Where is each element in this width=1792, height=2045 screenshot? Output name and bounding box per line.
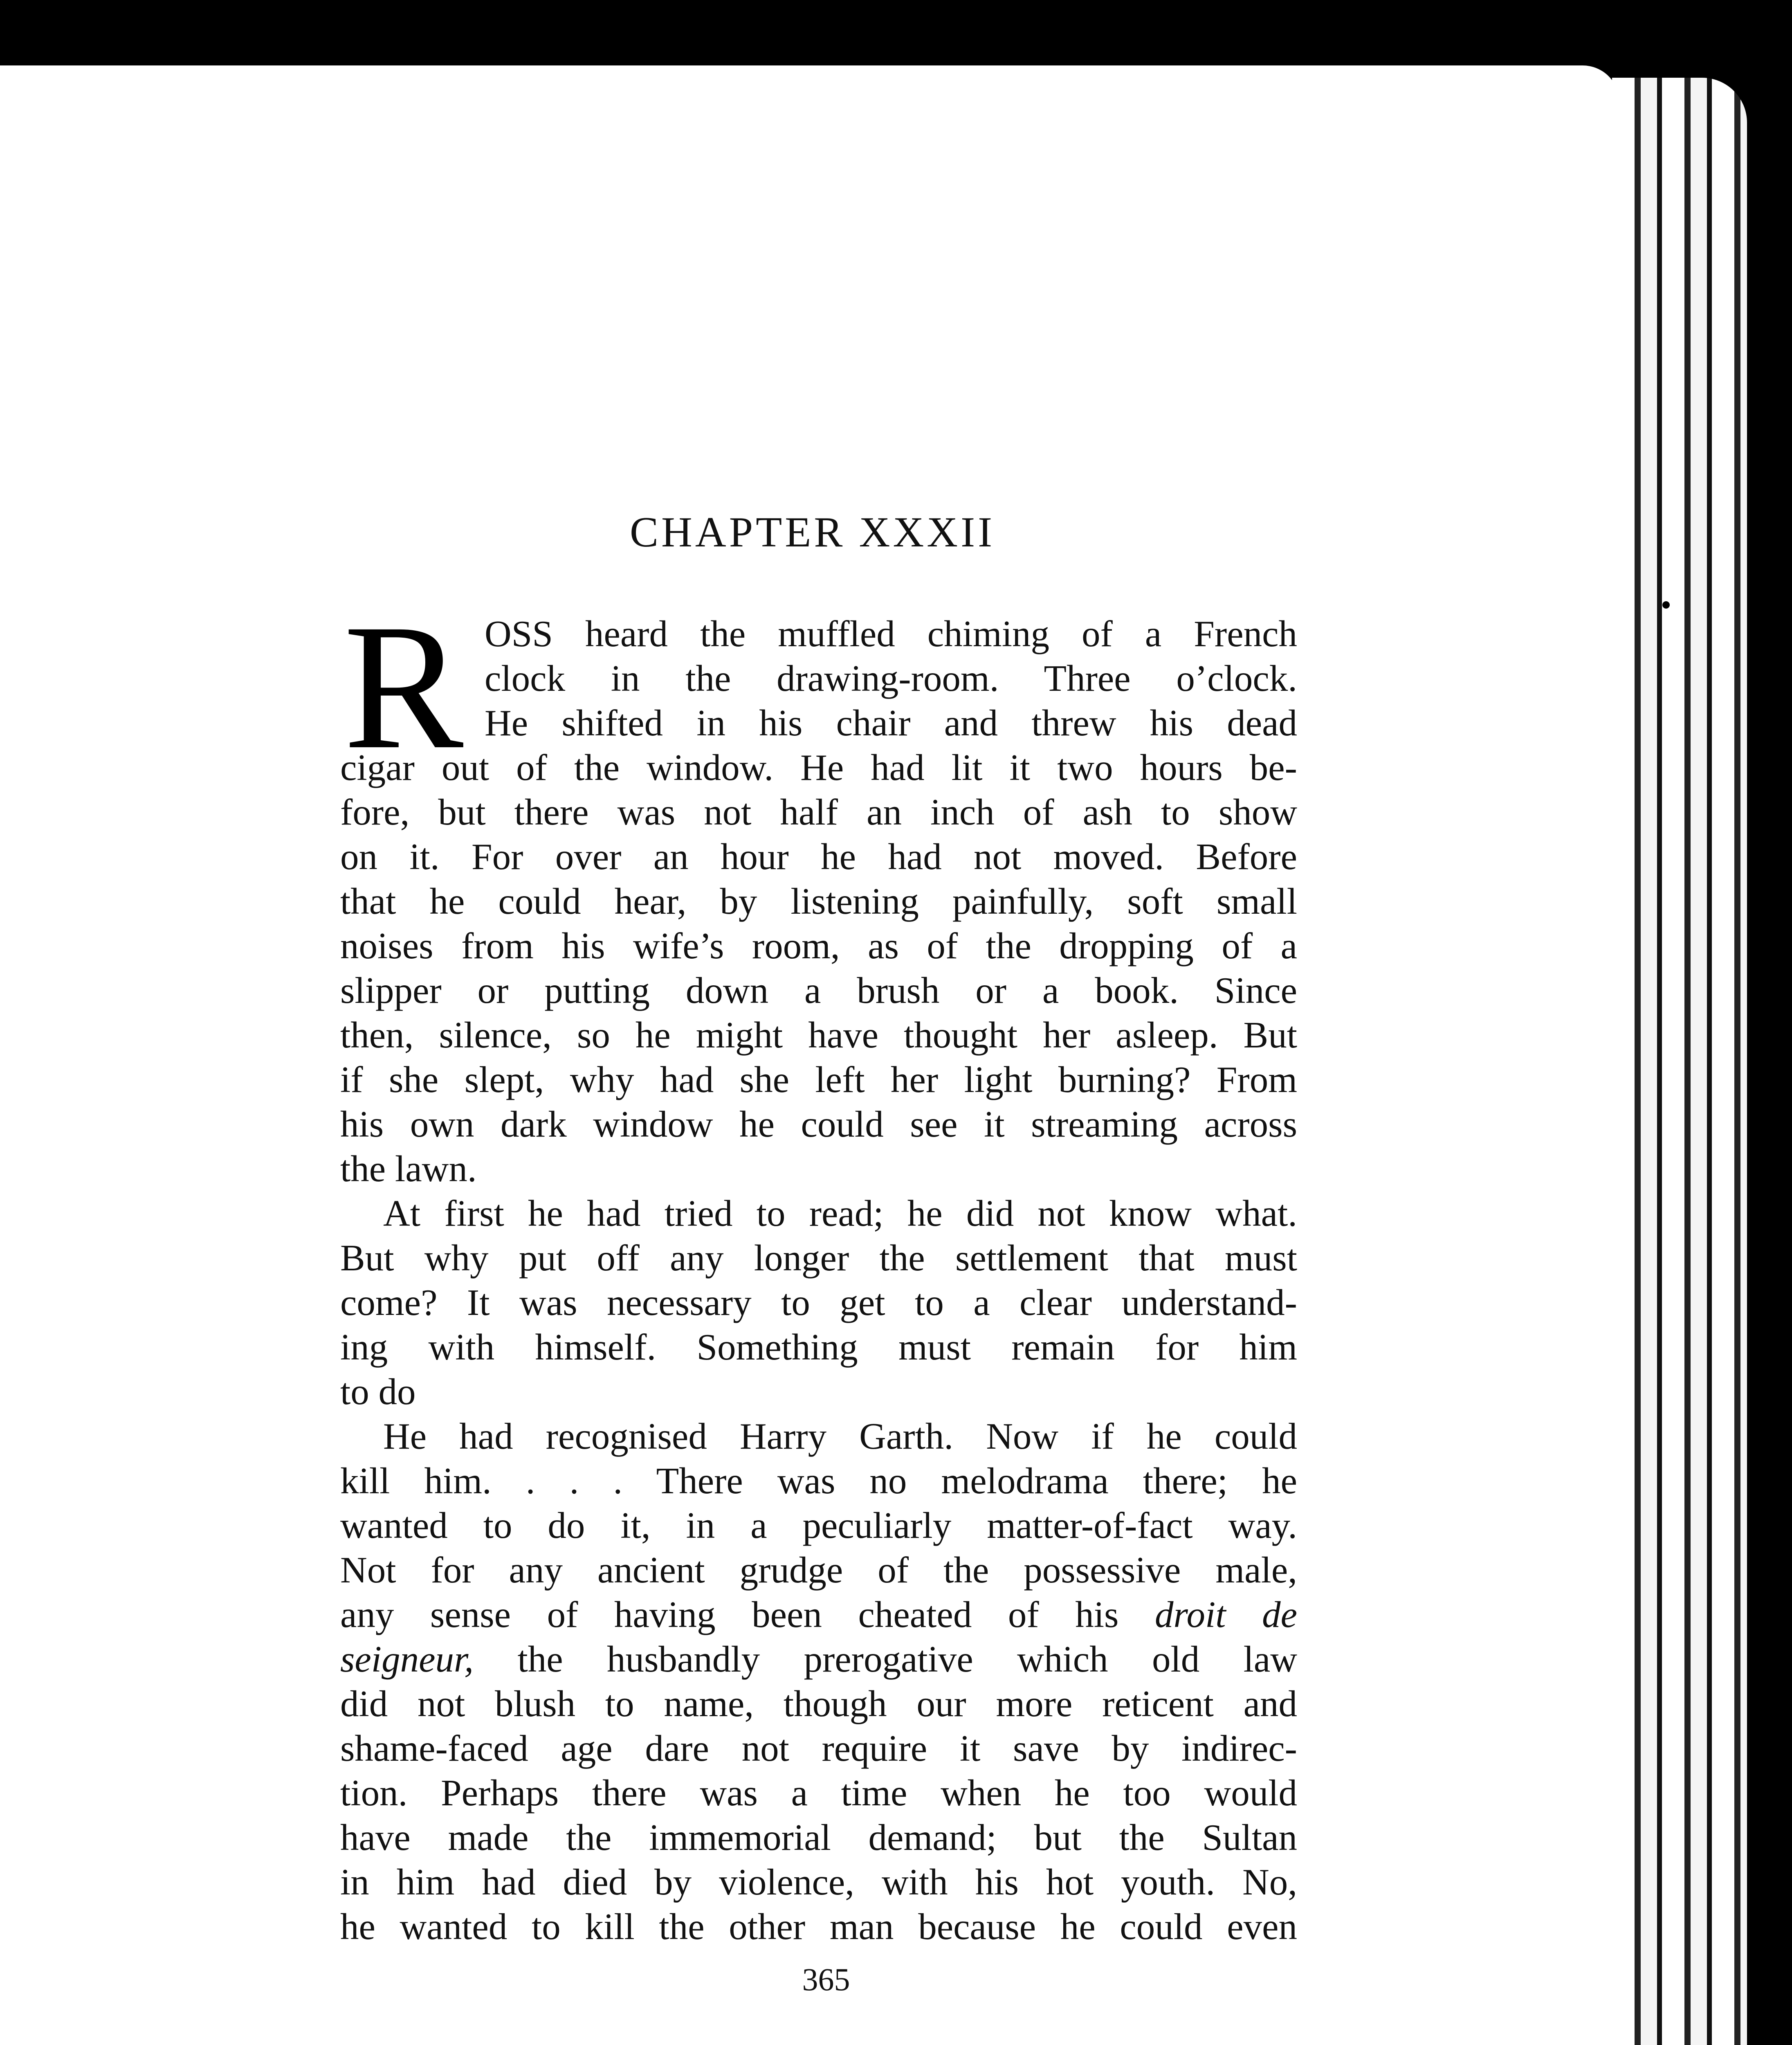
text-line: cigar out of the window. He had lit it two hours be- (340, 747, 1297, 788)
text-segment: the husbandly prerogative which old law (517, 1638, 1298, 1680)
text-line: kill him. . . . There was no melodrama there; he (340, 1460, 1297, 1501)
text-line: then, silence, so he might have thought her asleep. But (340, 1014, 1297, 1056)
text-line: noises from his wife’s room, as of the dropping of a (340, 925, 1297, 966)
text-line: He shifted in his chair and threw his dead (485, 702, 1297, 744)
text-segment: any sense of having been cheated of his (340, 1594, 1119, 1635)
text-line: he wanted to kill the other man because he could even (340, 1906, 1297, 1947)
text-line (340, 1592, 1297, 1641)
text-line: clock in the drawing-room. Three o’clock. (485, 658, 1297, 699)
text-line (340, 1637, 1297, 1686)
text-line: He had recognised Harry Garth. Now if he could (383, 1416, 1297, 1457)
italic-phrase: seigneur, (340, 1638, 474, 1680)
text-line: his own dark window he could see it streaming across (340, 1103, 1297, 1145)
text-line: Not for any ancient grudge of the possessive male, (340, 1549, 1297, 1591)
page-number: 365 (802, 1962, 850, 1997)
text-line: have made the immemorial demand; but the Sultan (340, 1817, 1297, 1858)
text-line: wanted to do it, in a peculiarly matter-of-fact way. (340, 1505, 1297, 1546)
scan-dust (1662, 601, 1670, 609)
text-line: come? It was necessary to get to a clear understand- (340, 1282, 1297, 1323)
text-line: to do (340, 1371, 416, 1412)
text-line: did not blush to name, though our more reticent and (340, 1683, 1297, 1724)
scan-dust (386, 20, 391, 25)
text-line: in him had died by violence, with his hot youth. No, (340, 1861, 1297, 1903)
scan-dust (667, 8, 676, 31)
text-line: the lawn. (340, 1148, 477, 1189)
text-line: ing with himself. Something must remain for him (340, 1326, 1297, 1368)
drop-cap: R (344, 587, 464, 787)
text-line: But why put off any longer the settlement that must (340, 1237, 1297, 1279)
italic-phrase: droit de (1154, 1594, 1297, 1635)
text-line: slipper or putting down a brush or a book. Since (340, 970, 1297, 1011)
text-line: if she slept, why had she left her light burning? From (340, 1059, 1297, 1100)
chapter-title: CHAPTER XXXII (630, 508, 995, 556)
text-line: on it. For over an hour he had not moved. Before (340, 836, 1297, 877)
text-line: that he could hear, by listening painfully, soft small (340, 881, 1297, 922)
left-page-edge (0, 65, 133, 2045)
text-line: shame-faced age dare not require it save by indirec- (340, 1728, 1297, 1769)
text-line: fore, but there was not half an inch of ash to show (340, 791, 1297, 833)
page-stack-edge (1612, 78, 1747, 2045)
text-line: OSS heard the muffled chiming of a French (485, 613, 1297, 654)
text-line: tion. Perhaps there was a time when he too would (340, 1772, 1297, 1814)
text-line: At first he had tried to read; he did not know what. (383, 1193, 1297, 1234)
